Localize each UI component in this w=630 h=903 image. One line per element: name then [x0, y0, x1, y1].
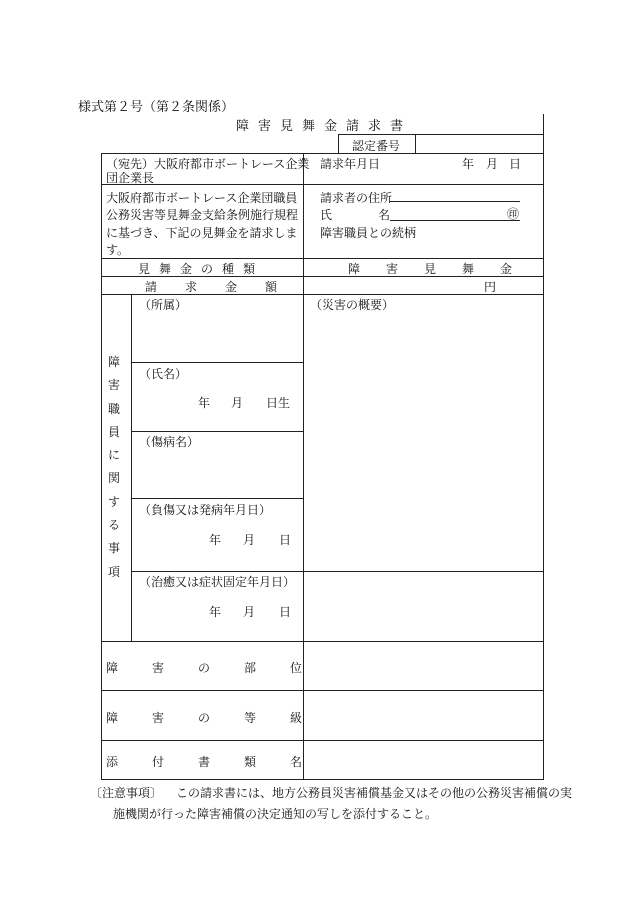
request-date-month: 月 [486, 157, 499, 171]
applicant-name-label-2: 名 [378, 208, 391, 222]
recovery-date-label: （治癒又は症状固定年月日） [139, 575, 296, 589]
injury-month: 月 [243, 533, 256, 547]
notes-line2: 施機関が行った障害補償の決定通知の写しを添付すること。 [113, 807, 438, 821]
applicant-name-field[interactable] [390, 205, 505, 220]
applicant-address-label: 請求者の住所 [320, 191, 393, 205]
request-date-year: 年 [462, 157, 475, 171]
amount-field[interactable] [305, 277, 475, 293]
notes-label: 〔注意事項〕 [90, 786, 163, 800]
relation-label: 障害職員との続柄 [320, 226, 417, 240]
amount-label: 請求金額 [145, 280, 306, 294]
addressee-line1: （宛先）大阪府都市ボートレース企業 [106, 157, 310, 171]
disability-part-field[interactable] [305, 643, 541, 688]
injury-day: 日 [279, 533, 292, 547]
request-date-label: 請求年月日 [320, 157, 381, 171]
birth-month: 月 [231, 396, 244, 410]
payment-type-label: 見舞金の種類 [138, 262, 265, 276]
recovery-day: 日 [279, 605, 292, 619]
applicant-address-field[interactable] [390, 186, 520, 201]
request-body-line3: に基づき、下記の見舞金を請求しま [106, 226, 298, 240]
birth-year: 年 [198, 396, 211, 410]
recovery-year: 年 [209, 605, 222, 619]
disability-part-label: 障害の部位 [106, 661, 337, 675]
request-body-line1: 大阪府都市ボートレース企業団職員 [106, 191, 298, 205]
affiliation-field[interactable] [133, 312, 301, 360]
illness-field[interactable] [133, 450, 301, 496]
notes-line1: この請求書には、地方公務員災害補償基金又はその他の公務災害補償の実 [176, 786, 573, 800]
affiliation-label: （所属） [139, 298, 188, 312]
certification-number-label: 認定番号 [352, 139, 401, 153]
employee-section-label: 障害職員に関する事項 [108, 355, 121, 579]
seal-mark: ㊞ [507, 207, 520, 221]
attachments-field[interactable] [305, 742, 541, 778]
form-title: 障害見舞金請求書 [236, 119, 413, 134]
applicant-name-label-1: 氏 [320, 208, 333, 222]
recovery-month: 月 [243, 605, 256, 619]
request-date-day: 日 [509, 157, 522, 171]
illness-label: （傷病名） [139, 435, 200, 449]
amount-unit: 円 [484, 280, 497, 294]
addressee-line2: 団企業長 [106, 171, 155, 185]
disability-grade-field[interactable] [305, 692, 541, 738]
certification-number-field[interactable] [416, 135, 542, 152]
employee-name-label: （氏名） [139, 367, 188, 381]
birth-day: 日生 [266, 396, 291, 410]
request-body-line4: す。 [106, 243, 130, 257]
payment-type-value: 障害見舞金 [348, 262, 539, 276]
request-body-line2: 公務災害等見舞金支給条例施行規程 [106, 208, 299, 222]
injury-year: 年 [209, 533, 222, 547]
injury-date-label: （負傷又は発病年月日） [139, 503, 272, 517]
attachments-label: 添付書類名 [106, 755, 337, 769]
disability-grade-label: 障害の等級 [106, 711, 337, 725]
disaster-summary-field[interactable] [305, 312, 541, 569]
form-number: 様式第２号（第２条関係） [78, 100, 235, 115]
disaster-summary-label: （災害の概要） [310, 298, 395, 312]
